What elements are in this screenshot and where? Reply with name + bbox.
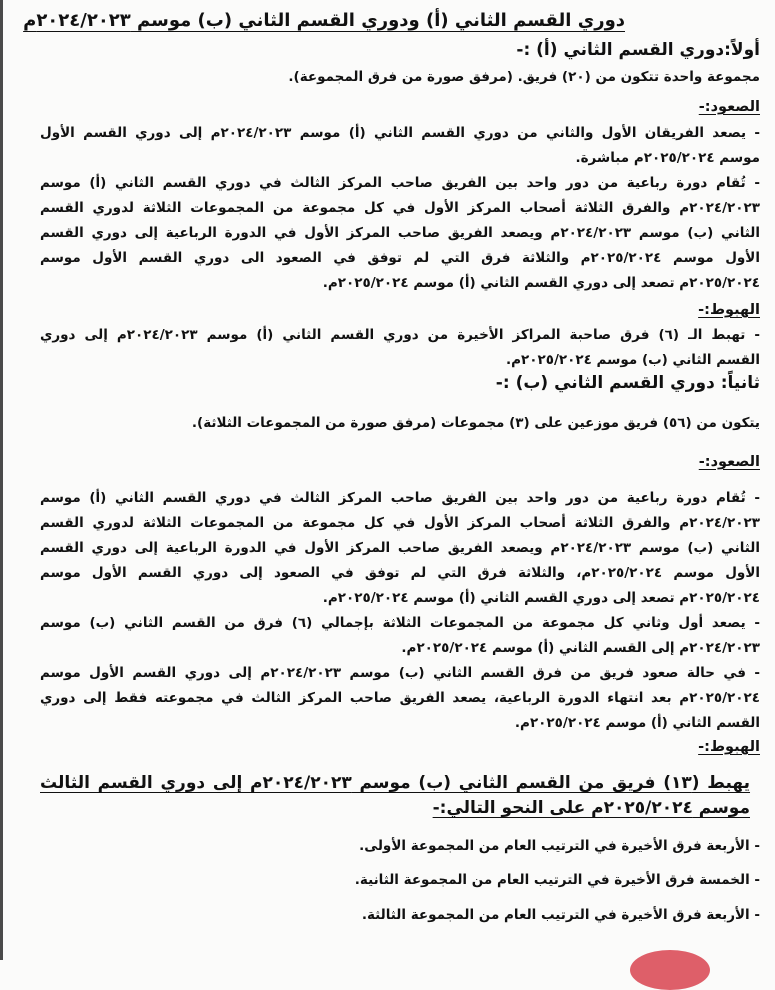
section-b-relegation-bold-line: موسم ٢٠٢٥/٢٠٢٤م على النحو التالي:- (432, 798, 750, 818)
section-b-heading: ثانياً: دوري القسم الثاني (ب) :- (495, 373, 760, 393)
section-a-promotion-line: الثاني (ب) موسم ٢٠٢٤/٢٠٢٣م ويصعد الفريق صاحب المركز الأول في الدورة الرباعية إلى دوري القسم (40, 225, 760, 241)
section-b-promotion-line: الأول موسم ٢٠٢٥/٢٠٢٤م، والثلاثة فرق التي لم توفق في الصعود إلى دوري القسم الأول موسم (40, 565, 761, 581)
page-edge-border (0, 0, 3, 960)
section-b-promotion-line: الثاني (ب) موسم ٢٠٢٤/٢٠٢٣م ويصعد الفريق صاحب المركز الأول في الدورة الرباعية إلى دوري القسم (40, 540, 760, 556)
section-b-promotion-line: - تُقام دورة رباعية من دور واحد بين الفريق صاحب المركز الثالث في دوري القسم الثاني (أ) موسم (40, 490, 760, 506)
section-a-promotion-line: - تُقام دورة رباعية من دور واحد بين الفريق صاحب المركز الثالث في دوري القسم الثاني (أ) موسم (40, 175, 760, 191)
section-a-intro: مجموعة واحدة تتكون من (٢٠) فريق. (مرفق صورة من فرق المجموعة). (288, 69, 760, 85)
relegation-item: - الأربعة فرق الأخيرة في الترتيب العام من المجموعة الأولى. (359, 838, 760, 854)
document-page (23, 0, 761, 960)
section-a-promotion-line: الأول موسم ٢٠٢٥/٢٠٢٤م والثلاثة فرق التي لم توفق في الصعود الى دوري القسم الأول موسم (40, 250, 760, 266)
red-stamp (630, 950, 710, 990)
section-a-relegation-line: - تهبط الـ (٦) فرق صاحبة المراكز الأخيرة من دوري القسم الثاني (أ) موسم ٢٠٢٤/٢٠٢٣م إلى دوري (40, 327, 761, 343)
section-a-promotion-heading: الصعود:- (698, 99, 760, 115)
document-title: دوري القسم الثاني (أ) ودوري القسم الثاني (ب) موسم ٢٠٢٤/٢٠٢٣م (23, 10, 625, 31)
section-b-intro: يتكون من (٥٦) فريق موزعين على (٣) مجموعات (مرفق صورة من المجموعات الثلاثة). (191, 415, 760, 431)
relegation-item: - الأربعة فرق الأخيرة في الترتيب العام من المجموعة الثالثة. (361, 907, 760, 923)
section-b-relegation-heading: الهبوط:- (698, 739, 760, 755)
section-b-promotion-line: القسم الثاني (أ) موسم ٢٠٢٥/٢٠٢٤م. (514, 715, 760, 731)
section-a-relegation-line: القسم الثاني (ب) موسم ٢٠٢٥/٢٠٢٤م. (505, 352, 760, 368)
section-b-promotion-line: - في حالة صعود فريق من فرق القسم الثاني (ب) موسم ٢٠٢٤/٢٠٢٣م إلى دوري القسم الأول موسم (40, 665, 760, 681)
section-b-promotion-heading: الصعود:- (698, 454, 760, 470)
section-b-promotion-line: - يصعد أول وثاني كل مجموعة من المجموعات الثلاثة بإجمالي (٦) فرق من القسم الثاني (ب) موسم (40, 615, 761, 631)
section-b-promotion-line: ٢٠٢٤/٢٠٢٣م والفرق الثلاثة أصحاب المركز الأول في كل مجموعة من المجموعات الثلاثة لدوري القسم (40, 515, 760, 531)
section-a-promotion-line: موسم ٢٠٢٥/٢٠٢٤م مباشرة. (575, 150, 760, 166)
section-a-promotion-line: - يصعد الفريقان الأول والثاني من دوري القسم الثاني (أ) موسم ٢٠٢٤/٢٠٢٣م إلى دوري القسم الأول (40, 125, 760, 141)
section-b-relegation-bold-line: يهبط (١٣) فريق من القسم الثاني (ب) موسم ٢٠٢٤/٢٠٢٣م إلى دوري القسم الثالث (40, 773, 751, 793)
section-a-promotion-line: ٢٠٢٤/٢٠٢٣م والفرق الثلاثة أصحاب المركز الأول في كل مجموعة من المجموعات الثلاثة لدوري القسم (40, 200, 760, 216)
section-a-heading: أولاً:دوري القسم الثاني (أ) :- (516, 40, 760, 60)
section-b-promotion-line: ٢٠٢٥/٢٠٢٤م بعد انتهاء الدورة الرباعية، يصعد الفريق صاحب المركز الثالث في مجموعته فقط إلى دوري (40, 690, 760, 706)
section-b-promotion-line: ٢٠٢٤/٢٠٢٣م إلى القسم الثاني (أ) موسم ٢٠٢٥/٢٠٢٤م. (401, 640, 760, 656)
relegation-item: - الخمسة فرق الأخيرة في الترتيب العام من المجموعة الثانية. (354, 872, 760, 888)
section-b-promotion-line: ٢٠٢٥/٢٠٢٤م تصعد إلى دوري القسم الثاني (أ) موسم ٢٠٢٥/٢٠٢٤م. (322, 590, 760, 606)
section-a-promotion-line: ٢٠٢٥/٢٠٢٤م تصعد إلى دوري القسم الثاني (أ) موسم ٢٠٢٥/٢٠٢٤م. (322, 275, 760, 291)
section-a-relegation-heading: الهبوط:- (698, 302, 760, 318)
